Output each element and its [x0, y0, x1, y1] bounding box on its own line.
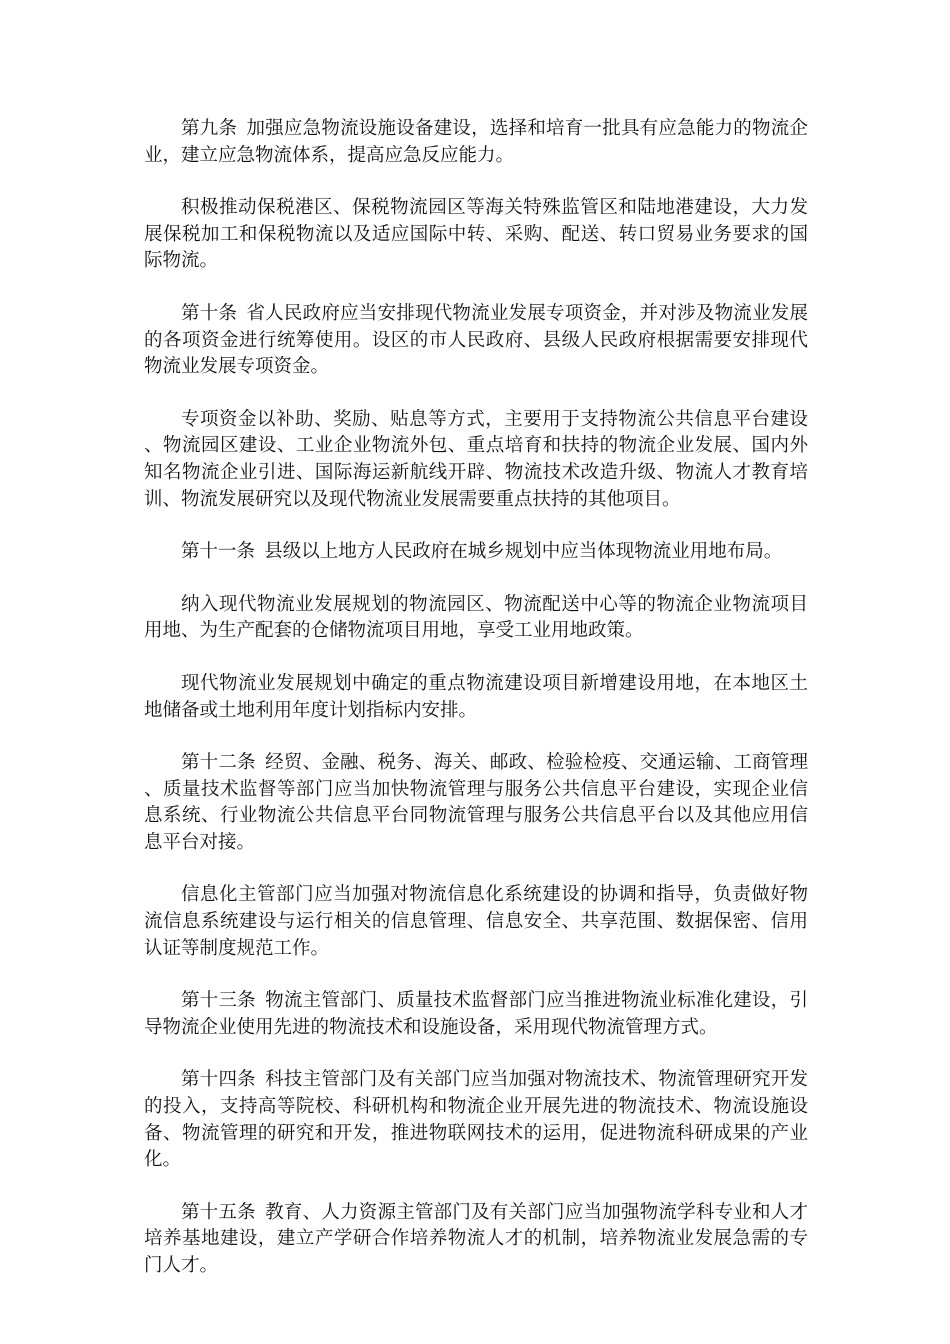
paragraph-text: 县级以上地方人民政府在城乡规划中应当体现物流业用地布局。: [264, 541, 783, 563]
paragraph-article-11: [144, 539, 808, 566]
paragraph-text: 物流主管部门、质量技术监督部门应当推进物流业标准化建设，引导物流企业使用先进的物流技术和设施设备，采用现代物流管理方式。: [144, 990, 808, 1038]
article-number: 第九条: [181, 118, 238, 139]
article-number: 第十二条: [181, 752, 256, 774]
paragraph-text: 专项资金以补助、奖励、贴息等方式，主要用于支持物流公共信息平台建设、物流园区建设、工业企业物流外包、重点培育和扶持的物流企业发展、国内外知名物流企业引进、国际海运新航线开辟、物流技术改造升级、物流人才教育培训、物流发展研究以及现代物流业发展需要重点扶持的其他项目。: [144, 408, 808, 510]
paragraph-text: 经贸、金融、税务、海关、邮政、检验检疫、交通运输、工商管理、质量技术监督等部门应当加快物流管理与服务公共信息平台建设，实现企业信息系统、行业物流公共信息平台同物流管理与服务公共信息平台以及其他应用信息平台对接。: [144, 752, 808, 853]
paragraph-bonded-logistics: [144, 195, 808, 275]
paragraph-text: 省人民政府应当安排现代物流业发展专项资金，并对涉及物流业发展的各项资金进行统筹使用。设区的市人民政府、县级人民政府根据需要安排现代物流业发展专项资金。: [144, 302, 808, 378]
paragraph-article-14: [144, 1067, 808, 1173]
paragraph-article-13: [144, 988, 808, 1041]
paragraph-article-15: [144, 1200, 808, 1280]
paragraph-text: 现代物流业发展规划中确定的重点物流建设项目新增建设用地，在本地区土地储备或土地利用年度计划指标内安排。: [144, 672, 808, 721]
paragraph-land-reserve: [144, 671, 808, 724]
article-number: 第十条: [181, 302, 238, 324]
paragraph-text: 科技主管部门及有关部门应当加强对物流技术、物流管理研究开发的投入，支持高等院校、科研机构和物流企业开展先进的物流技术、物流设施设备、物流管理的研究和开发，推进物联网技术的运用，促进物流科研成果的产业化。: [144, 1069, 808, 1171]
paragraph-article-10: [144, 301, 808, 381]
paragraph-land-use-policy: [144, 592, 808, 645]
paragraph-text: 信息化主管部门应当加强对物流信息化系统建设的协调和指导，负责做好物流信息系统建设与运行相关的信息管理、信息安全、共享范围、数据保密、信用认证等制度规范工作。: [144, 884, 808, 959]
paragraph-informatization: [144, 882, 808, 962]
paragraph-article-9: [144, 116, 808, 169]
paragraph-special-funds: [144, 407, 808, 513]
paragraph-text: 纳入现代物流业发展规划的物流园区、物流配送中心等的物流企业物流项目用地、为生产配套的仓储物流项目用地，享受工业用地政策。: [144, 593, 808, 642]
document-body: [144, 116, 808, 1306]
article-number: 第十一条: [181, 541, 256, 563]
article-number: 第十三条: [181, 990, 256, 1012]
paragraph-article-12: [144, 750, 808, 856]
article-number: 第十五条: [181, 1201, 256, 1223]
paragraph-text: 积极推动保税港区、保税物流园区等海关特殊监管区和陆地港建设，大力发展保税加工和保税物流以及适应国际中转、采购、配送、转口贸易业务要求的国际物流。: [144, 197, 808, 272]
paragraph-text: 加强应急物流设施设备建设，选择和培育一批具有应急能力的物流企业，建立应急物流体系，提高应急反应能力。: [144, 118, 808, 166]
paragraph-text: 教育、人力资源主管部门及有关部门应当加强物流学科专业和人才培养基地建设，建立产学研合作培养物流人才的机制，培养物流业发展急需的专门人才。: [144, 1201, 808, 1276]
article-number: 第十四条: [181, 1069, 256, 1091]
